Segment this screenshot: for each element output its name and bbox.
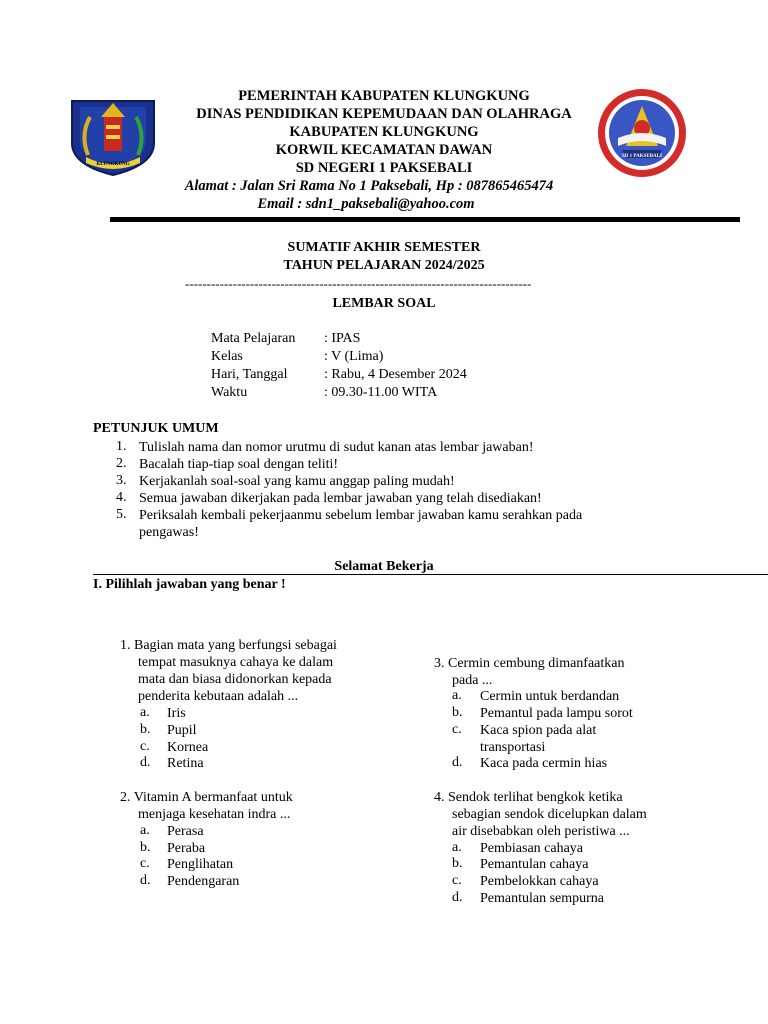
right-logo-caption: SD 1 PAKSEBALI: [622, 154, 662, 159]
option-letter: a.: [452, 840, 462, 855]
header-divider: [110, 217, 740, 222]
exam-year: TAHUN PELAJARAN 2024/2025: [283, 258, 485, 273]
meta-label-class: Kelas: [211, 349, 243, 364]
header-line-5: SD NEGERI 1 PAKSEBALI: [295, 160, 473, 176]
option-letter: b.: [452, 705, 463, 720]
question-1-text: penderita kebutaan adalah ...: [138, 689, 299, 704]
option-letter: c.: [452, 873, 462, 888]
meta-label-time: Waktu: [211, 385, 248, 400]
option-letter: b.: [140, 840, 151, 855]
header-line-1: PEMERINTAH KABUPATEN KLUNGKUNG: [238, 88, 530, 104]
option-letter: d.: [452, 890, 463, 905]
meta-label-date: Hari, Tanggal: [211, 367, 288, 382]
option-text: Cermin untuk berdandan: [480, 689, 620, 704]
option-text: Perasa: [167, 824, 204, 839]
question-1-text: tempat masuknya cahaya ke dalam: [138, 655, 334, 670]
question-3-text: pada ...: [452, 673, 493, 688]
question-4-text: sebagian sendok dicelupkan dalam: [452, 807, 647, 822]
question-2-text: menjaga kesehatan indra ...: [138, 807, 291, 822]
instructions-heading: PETUNJUK UMUM: [93, 421, 219, 436]
instruction-text: Kerjakanlah soal-soal yang kamu anggap paling mudah!: [139, 474, 455, 489]
option-text: Pemantulan sempurna: [480, 891, 605, 906]
option-text: Pupil: [167, 723, 197, 738]
option-text: Pemantulan cahaya: [480, 857, 589, 872]
question-1-text: mata dan biasa didonorkan kepada: [138, 672, 332, 687]
option-letter: a.: [140, 823, 150, 838]
question-1-text: 1. Bagian mata yang berfungsi sebagai: [120, 638, 337, 653]
option-letter: d.: [452, 755, 463, 770]
dashed-separator: --------------------------------------------------------------------------------: [185, 276, 532, 291]
school-email: Email : sdn1_paksebali@yahoo.com: [257, 196, 475, 212]
option-letter: c.: [140, 856, 150, 871]
option-letter: c.: [452, 722, 462, 737]
option-text-continued: transportasi: [480, 740, 546, 755]
option-text: Pemantul pada lampu sorot: [480, 706, 633, 721]
question-3-text: 3. Cermin cembung dimanfaatkan: [434, 656, 625, 671]
section-heading: I. Pilihlah jawaban yang benar !: [93, 577, 286, 592]
instruction-text: Semua jawaban dikerjakan pada lembar jawaban yang telah disediakan!: [139, 491, 542, 506]
option-letter: d.: [140, 873, 151, 888]
option-text: Retina: [167, 756, 204, 771]
header-line-3: KABUPATEN KLUNGKUNG: [289, 124, 479, 140]
instruction-number: 2.: [116, 456, 127, 471]
question-4-text: air disebabkan oleh peristiwa ...: [452, 824, 630, 839]
section-divider: [93, 574, 768, 575]
header-line-4: KORWIL KECAMATAN DAWAN: [275, 142, 493, 158]
instruction-number: 3.: [116, 473, 127, 488]
meta-value-date: : Rabu, 4 Desember 2024: [324, 367, 467, 382]
sheet-title: LEMBAR SOAL: [332, 296, 436, 311]
closing-greeting: Selamat Bekerja: [334, 559, 434, 574]
option-letter: b.: [452, 856, 463, 871]
option-letter: d.: [140, 755, 151, 770]
exam-title: SUMATIF AKHIR SEMESTER: [287, 240, 481, 255]
option-letter: c.: [140, 739, 150, 754]
instruction-number: 5.: [116, 507, 127, 522]
option-letter: a.: [452, 688, 462, 703]
instruction-text: Bacalah tiap-tiap soal dengan teliti!: [139, 457, 339, 472]
instruction-text: Periksalah kembali pekerjaanmu sebelum lembar jawaban kamu serahkan pada: [139, 508, 583, 523]
option-text: Kaca spion pada alat: [480, 723, 597, 738]
option-text: Pendengaran: [167, 874, 240, 889]
meta-value-time: : 09.30-11.00 WITA: [324, 385, 438, 400]
instruction-text: Tulislah nama dan nomor urutmu di sudut kanan atas lembar jawaban!: [139, 440, 534, 455]
instruction-text-continued: pengawas!: [139, 525, 199, 540]
option-text: Kaca pada cermin hias: [480, 756, 608, 771]
meta-value-class: : V (Lima): [324, 349, 384, 364]
meta-value-subject: : IPAS: [324, 331, 361, 346]
question-4-text: 4. Sendok terlihat bengkok ketika: [434, 790, 623, 805]
instruction-number: 4.: [116, 490, 127, 505]
option-letter: b.: [140, 722, 151, 737]
option-text: Iris: [167, 706, 186, 721]
header-line-2: DINAS PENDIDIKAN KEPEMUDAAN DAN OLAHRAGA: [196, 106, 572, 122]
school-address: Alamat : Jalan Sri Rama No 1 Paksebali, Hp : 087865465474: [184, 178, 554, 194]
option-text: Pembiasan cahaya: [480, 841, 584, 856]
option-text: Penglihatan: [167, 857, 234, 872]
question-2-text: 2. Vitamin A bermanfaat untuk: [120, 790, 293, 805]
option-text: Pembelokkan cahaya: [480, 874, 599, 889]
meta-label-subject: Mata Pelajaran: [211, 331, 296, 346]
option-text: Kornea: [167, 740, 209, 755]
option-text: Peraba: [167, 841, 206, 856]
left-logo-caption: KLUNGKUNG: [96, 162, 130, 167]
instruction-number: 1.: [116, 439, 127, 454]
option-letter: a.: [140, 705, 150, 720]
